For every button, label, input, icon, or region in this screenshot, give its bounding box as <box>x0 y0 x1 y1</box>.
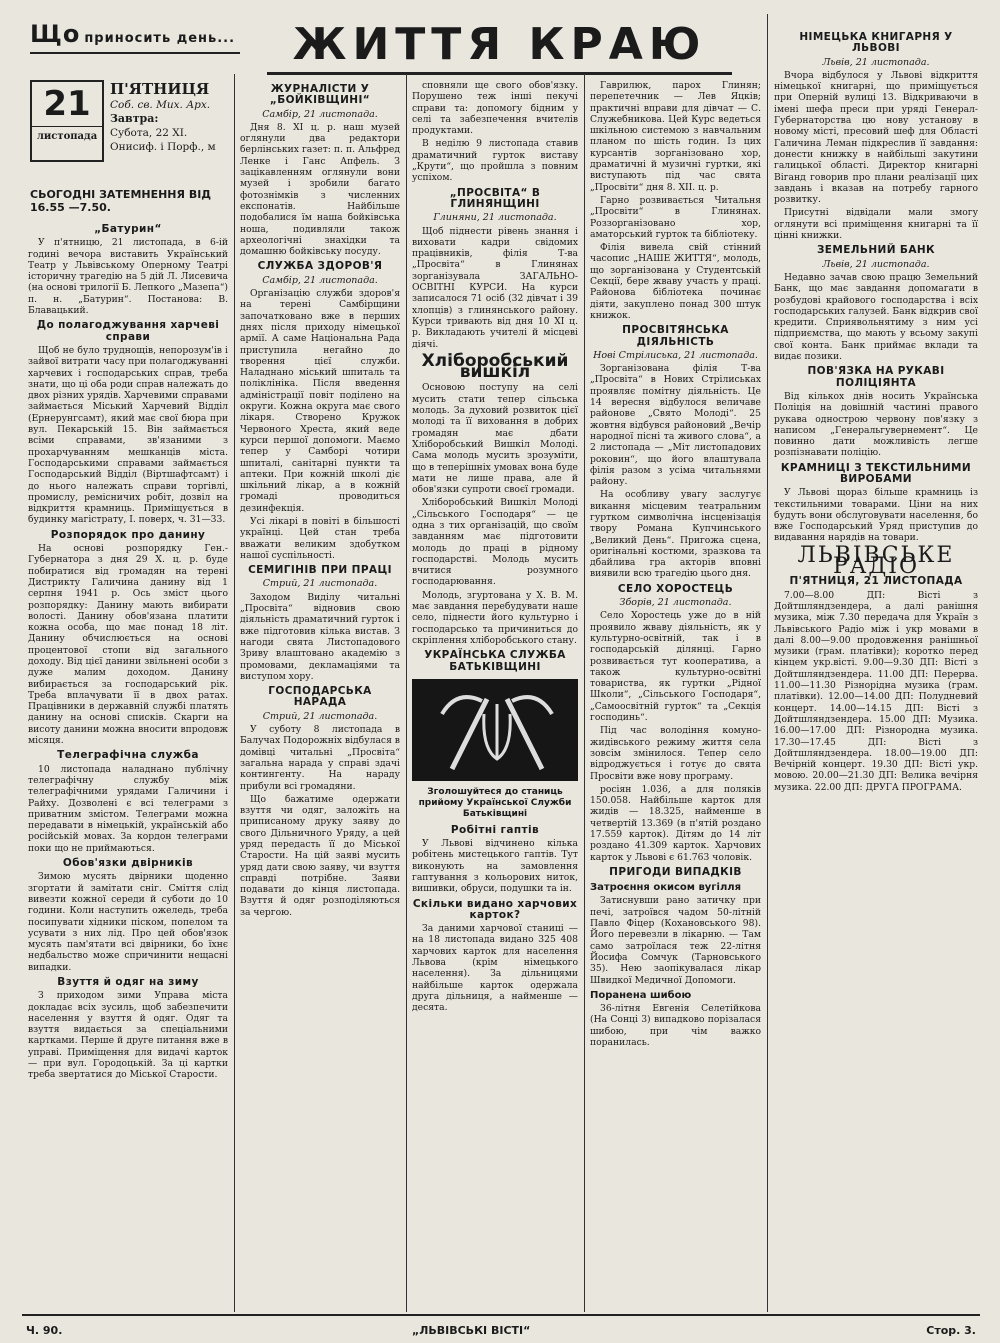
article-headline: УКРАЇНСЬКА СЛУЖБА БАТЬКІВЩИНІ <box>424 649 566 673</box>
article-headline: СЕЛО ХОРОСТЕЦЬ <box>617 582 734 595</box>
article-paragraph: Молодь, згуртована у Х. В. М. має завдання перебудувати наше село, піднести його культурно і господарсько та причиниться до скріплення хліборобського стану. <box>412 589 578 646</box>
column-3 <box>412 80 578 1310</box>
article-paragraph: Хліборобський Вишкіл Молоді „Сільського Господаря“ — це одна з тих організацій, що своїм завданням має підготовити молодь до праці в рідному господарстві. Молодь мусить вчитися розумного господарювання. <box>412 497 578 588</box>
article-headline: ПОВ'ЯЗКА НА РУКАВІ ПОЛІЦІЯНТА <box>807 365 945 389</box>
article-headline: ПРИГОДИ ВИПАДКІВ <box>609 865 742 878</box>
article-paragraph: У суботу 8 листопада в Балучах Подорожніх відбулася в домівці читальні „Просвіта“ загальна нарада у справі здачі контингенту. На нараду прибули всі громадяни. <box>240 724 400 792</box>
tomorrow-date: Субота, 22 XI. <box>110 127 188 139</box>
article-paragraph: За даними харчової станиці — на 18 листопада видано 325 408 харчових карток для населення Львова (крім німецького населення). За дільницями найбільше карток одержала друга дільниця, а найменше — десята. <box>412 923 578 1014</box>
article-paragraph: У Львові щораз більше крамниць із текстильними товарами. Ціни на них будуть вони обслуговувати населення, бо вже Господарський Уряд приступив до видавання нарядів на товари. <box>774 487 978 544</box>
section-masthead: ЖИТТЯ КРАЮ <box>267 18 732 75</box>
what-day-subtitle: приносить день... <box>84 31 236 46</box>
article-headline: Телеграфічна служба <box>57 749 199 762</box>
article-dateline: Глиняни, 21 листопада. <box>433 212 557 224</box>
article-paragraph: Гаврилюк, парох Глинян; перепетечник — Лев Яцків; практичні вправи для дівчат — С. Служебникова. Цей Курс ведеться шкільною системою з навчальним планом по шість годин. Із цих курсантів зорганізовано хор, драматичні й музичні гуртки, які виступають під час свята „Просвіти“ дня 8. ХІІ. ц. р. <box>590 80 761 193</box>
date-number: 21 <box>43 84 91 124</box>
column-1 <box>28 220 228 1310</box>
date-box <box>30 80 104 162</box>
article-paragraph: На основі розпорядку Ген.-Губернатора з дня 29 Х. ц. р. буде побиратися від громадян на терені Дистрикту Галичина данину від 1 серпня 1941 р. Ось зміст цього розпорядку: Данину мають вибирати волості. Данину обов'язана платити кожна особа, що має понад 18 літ. Данину обчислюється на основі процентової стопи від загального доходу. Від цієї данини звільнені особи з дуже малим доходом. Данину вибирається за господарський рік. Треба вплачувати її в двох ратах. Працівники в державній службі платять данину на основі списків. Скарги на висоту данини можна вносити впродовж місяця. <box>28 543 228 747</box>
article-dateline: Нові Стрілиська, 21 листопада. <box>593 349 758 361</box>
article-headline: ЛЬВІВСЬКЕ РАДІО <box>797 542 955 580</box>
article-paragraph: Вчора відбулося у Львові відкриття німецької книгарні, що приміщується при Оперній вулиці 13. Відкриваючи в імені шефа преси при уряді Генерал-Губернаторства цю нову установу в новому місті, пресовий шеф для Області Галичина Леман підкреслив її завдання: донести книжку в найбільші закутини галицької області. Директор книгарні Віганд говорив про плани реалізації цих завдань і вказав на потребу гарного розвитку. <box>774 69 978 206</box>
article-headline: СЛУЖБА ЗДОРОВ'Я <box>257 260 383 273</box>
article-dateline: Стрий, 21 листопада. <box>262 710 378 722</box>
article-paragraph: росіян 1.036, а для поляків 150.058. Найбільше карток для жидів — 18.325, найменше в четвертій 13.369 (в п'ятій роздано 17.559 карток). Дітям до 14 літ роздано 41.309 карток. Харчових карток у Львові є 61.763 чоловік. <box>590 783 761 863</box>
column-rule <box>767 14 768 1312</box>
article-dateline: Львів, 21 листопада. <box>822 56 930 68</box>
issue-number: Ч. 90. <box>26 1324 63 1337</box>
column-4 <box>590 80 761 1310</box>
day-info <box>110 82 240 154</box>
article-paragraph: У п'ятницю, 21 листопада, в 6-ій годині вечора виставить Український Театр у Львівському Оперному Театрі історичну трагедію на 5 дій Л. Лисевича (на основі трилогії Б. Лепкого „Мазепа“) п. н. „Батурин“. Постанова: В. Блавацький. <box>28 237 228 317</box>
article-dateline: Стрий, 21 листопада. <box>262 578 378 590</box>
page-number: Стор. 3. <box>926 1324 976 1337</box>
tomorrow-saints: Онисиф. і Порф., м <box>110 141 216 153</box>
article-paragraph: 7.00—8.00 ДП: Вісті з Дойтшляндзендера, а далі ранішня музика, між 7.30 передача для Україн з Львівського Радіо між і укр мовами в далі 8.00—9.00 продовження ранішньої музики (грам. платівки); коротко перед кінцем укр.вісті. 9.00—9.30 ДП: Вісті з Дойтшляндзендера. 11.00 ДП: Перерва. 11.00—11.30 Різнорідна музика (грам. платівки). 12.00—14.00 ДП: Полудневий концерт. 14.00—14.15 ДП: Вісті з Дойтшляндзендера. 15.00 ДП: Музика. 16.00—17.00 ДП: Різнородна музика. 17.30—17.45 ДП: Вісті з Дойтшляндзендера. 18.00—19.00 ДП: Вечірній концерт. 19.30 ДП: Вісті укр. мовою. 20.00—21.30 ДП: Велика вечірня музика. 22.00 ДП: ДРУГА ПРОГРАМА. <box>774 589 978 793</box>
article-paragraph: Присутні відвідали мали змогу оглянути всі приміщення книгарні та її цінні книжки. <box>774 207 978 242</box>
article-paragraph: Село Хоростець уже до в ній проявило жваву діяльність, як у культурно-освітній, так і в господарській ділянці. Гарно розвивається тут кооператива, а також культурно-освітні товариства, як гуртки „Рідної Школи“, „Сільського Господаря“, „Самоосвітній гурток“ та „Секція господинь“. <box>590 610 761 724</box>
article-paragraph: Затиснувши рано затичку при печі, затроївся чадом 50-літній Павло Фіцер (Кохановського 98). Його перевезли в лікарню. — Там само затроїлася теж 22-літня Йосифа Сомчук (Тарновського 35). Нею заопікувалася лікар Швидкої Медичної Допомоги. <box>590 895 761 986</box>
article-paragraph: Гарно розвивається Читальня „Просвіти“ в Глинянах. Роззорганізовано хор, аматорський гурток та бібліотеку. <box>590 194 761 240</box>
article-paragraph: Дня 8. XI ц. р. наш музей оглянули два редактори берлінських газет: п. п. Альфред Ленке і Ганс Апфель. З зацікавленням оглянули вони музей і зробили багато фотознімків з численних експонатів. Найбільше подобалися їм наша бойківська ноша, подивляли також археологічні знахідки та домашню бойківську посуду. <box>240 121 400 258</box>
article-headline: Робітні гаптів <box>450 823 540 836</box>
article-dateline: Самбір, 21 листопада. <box>262 108 378 120</box>
trident-emblem-icon <box>412 679 578 781</box>
article-paragraph: Щоб піднести рівень знання і виховати кадри свідомих працівників, філія Т-ва „Просвіта“ в Глинянах зорганізувала ЗАГАЛЬНО-ОСВІТНІ КУРСИ. На курси записалося 71 осіб (32 дівчат і 39 хлопців) з глинянського району. Курси тривають від дня 10 ХІ ц. р. Викладають учителі й місцеві діячі. <box>412 225 578 350</box>
article-paragraph: Філія вивела свій стінний часопис „НАШЕ ЖИТТЯ“, молодь, що зорганізована у Студентській Секції, бере жваву участь у праці. Районова бібліотека починає діяти, закуплено понад 300 штук книжок. <box>590 242 761 321</box>
article-headline: П'ЯТНИЦЯ, 21 ЛИСТОПАДА <box>789 575 963 588</box>
article-paragraph: Усі лікарі в повіті в більшості українці. Цей стан треба вважати великим здобутком нашої суспільності. <box>240 515 400 561</box>
article-headline: ПРОСВІТЯНСЬКА ДІЯЛЬНІСТЬ <box>622 324 729 348</box>
article-paragraph: Основою поступу на селі мусить стати тепер сільська молодь. За духовий розвиток цієї молоді та її виховання в добрих громадян має дбати Хліборобський Вишкіл Молоді. Сама молодь мусить зрозуміти, що в теперішніх умовах вона буде мати не лише права, але й обов'язки супроти своєї громади. <box>412 382 578 496</box>
article-paragraph: В неділю 9 листопада ставив драматичний гурток виставу „Крути“, що пройшла з повним успіхом. <box>412 138 578 184</box>
rule-divider <box>30 52 240 54</box>
article-paragraph: У Львові відчинено кілька робітень мистецького гаптів. Тут виконують на замовлення гаптування з кольорових ниток, вишивки, обруси, подушки та ін. <box>412 838 578 895</box>
article-headline: Скільки видано харчових карток? <box>412 897 578 921</box>
article-paragraph: Заходом Виділу читальні „Просвіта“ відновив свою діяльність драматичний гурток і вже підготовив кілька вистав. З нагоди свята Листопадового Зриву влаштовано академію з промовами, декламаціями та виступом хору. <box>240 591 400 682</box>
article-dateline: Зборів, 21 листопада. <box>619 597 732 609</box>
article-paragraph: Зимою мусять двірники щоденно згортати й замітати сніг. Сміття слід вивезти кожної середи й суботи до 10 години. Коли наступить ожеледь, треба посипувати хідники піском, попелом та усувати з них лід. Про цей обов'язок мусять пам'ятати всі двірники, бо їхнє недбальство може спричинити нещасні випадки. <box>28 871 228 973</box>
article-headline: Взуття й одяг на зиму <box>57 976 199 988</box>
article-paragraph: Щоб не було труднощів, непорозум'ів і зайвої витрати часу при полагоджуванні харчевих і господарських справ, треба знати, що ці оба роди справ належать до двох різних урядів. Харчевими справами займається Міський Харчевий Відділ (Ернерунгсамт), який має свої бюра при вул. Пекарській 15. Він займається всіми справами, зв'язаними з прохарчуванням мешканців міста. Господарськими справами займається Господарський Відділ (Віртшафтсамт) і до нього належать справи торгівлі, промислу, ремісничих робіт, дозвіл на відкриття крамниць. Приміщується в будинку магістрату, І. поверх, ч. 31—33. <box>28 344 228 526</box>
what-day-brings-box <box>30 20 240 215</box>
article-headline: До полагоджування харчеві справи <box>36 319 220 343</box>
column-2 <box>240 80 400 1310</box>
page-footer <box>22 1314 980 1337</box>
article-paragraph: сповняли ще свого обов'язку. Порушено теж інші пекучі справи та: допомогу бідним у селі та забезпечення вчителів продуктами. <box>412 80 578 137</box>
article-headline: ЗЕМЕЛЬНИЙ БАНК <box>816 244 936 257</box>
column-rule <box>406 74 407 1312</box>
article-paragraph: На особливу увагу заслугує викання місцевим театральним гуртком символічна інсценізація твору Романа Купчинського „Великий День“. Пригожа сцена, оригінальні костюми, зразкова та дбайлива гра акторів вповні виявили всю трагедію цього дня. <box>590 489 761 580</box>
article-paragraph: Організацію служби здоров'я на терені Самбірщини започатковано вже в перших днях після приходу німецької армії. А саме Національна Рада приступила негайно до творення цієї служби. Наладнано міський шпиталь та поліклініка. Після введення адміністрації повіт поділено на округи. Кожна округа має свого лікаря. Створено Кружок Червоного Хреста, який веде курси першої допомоги. Маємо тепер у Самборі чотири шпиталі, санітарні пункти та аптеки. При кожній школі діє шкільний лікар, а в кожній громаді проводиться дезинфекція. <box>240 288 400 514</box>
column-rule <box>234 74 235 1312</box>
article-headline: КРАМНИЦІ З ТЕКСТИЛЬНИМИ ВИРОБАМИ <box>780 461 972 485</box>
date-month: листопада <box>32 126 102 142</box>
article-headline: Поранена шибою <box>590 989 692 1001</box>
emblem-caption: Зголошуйтеся до станиць прийому Української Служби Батьківщині <box>418 786 572 820</box>
article-dateline: Львів, 21 листопада. <box>822 258 930 270</box>
article-headline: „ПРОСВІТА“ В ГЛИНЯНЩИНІ <box>449 186 541 210</box>
article-headline: ЖУРНАЛІСТИ У „БОЙКІВЩИНІ“ <box>269 83 371 107</box>
eclipse-notice: СЬОГОДНІ ЗАТЕМНЕННЯ ВІД 16.55 —7.50. <box>30 188 212 214</box>
article-headline: Затроєння окисом вугілля <box>590 882 742 894</box>
article-dateline: Самбір, 21 листопада. <box>262 274 378 286</box>
article-headline: Хліборобський вишкіл <box>421 350 569 383</box>
article-paragraph: Зорганізована філія Т-ва „Просвіта“ в Нових Стрілиськах проявляє помітну діяльність. Це 14 вересня відбулося величаве районове „Свято Молоді“. 25 жовтня відбувся районовий „Вечір народної пісні та живого слова“, а 2 листопада — „Міт листопадових роковин“, що його влаштувала філія разом з усіма читальнями району. <box>590 363 761 488</box>
newspaper-name: „ЛЬВІВСЬКІ ВІСТІ“ <box>412 1324 531 1337</box>
weekday: П'ЯТНИЦЯ <box>110 80 210 98</box>
article-headline: СЕМИГІНІВ ПРИ ПРАЦІ <box>248 564 392 577</box>
article-headline: НІМЕЦЬКА КНИГАРНЯ У ЛЬВОВІ <box>799 31 953 55</box>
article-headline: Обов'язки двірників <box>62 857 194 870</box>
article-paragraph: 36-літня Евгенія Селетійкова (На Сонці 3) випадково порізалася шибою, при чім важко поранилась. <box>590 1003 761 1049</box>
what-day-title: Що приносить день... <box>30 20 236 48</box>
newspaper-page <box>22 14 980 1337</box>
article-paragraph: Від кількох днів носить Українська Поліція на довішній частині правого рукава однострою червону пов'язку з написом „Генеральгувернемент“. Це повинно дати можливість легше розпізнавати поліцію. <box>774 390 978 459</box>
article-paragraph: З приходом зими Управа міста докладає всіх зусиль, щоб забезпечити населення у взуття й одяг. Одяг та взуття видається за спеціальними картками. Перше й друге питання вже в управі. Приміщення для видачі карток — при вул. Городоцькій. За ці картки треба звертатися до Міської Старости. <box>28 990 228 1081</box>
article-headline: „Батурин“ <box>94 223 162 235</box>
article-headline: ГОСПОДАРСЬКА НАРАДА <box>268 685 372 709</box>
article-paragraph: Що бажатиме одержати взуття чи одяг, заложіть на приписаному друку заяву до свого Дільничного Уряду, а цей уряд передасть її до Міської Старости. На цій заяві мусить уряд дати свою заяву, чи взуття справді потрібне. Заяви подавати до кінця листопада. Взуття й одяг розподіляються за чергою. <box>240 793 400 918</box>
article-paragraph: Недавно зачав свою працю Земельний Банк, що має завдання допомагати в розбудові крайового господарства і всіх господарських галузей. Банк відкрив свої кредити. Сприявольнятиму з ним усі підприємства, що мають у всьому закупі свої конта. Банк приймає вклади та видає позики. <box>774 271 978 363</box>
tomorrow-label: Завтра: <box>110 112 159 125</box>
saints-day: Соб. св. Мих. Арх. <box>110 99 211 111</box>
article-paragraph: 10 листопада наладнано публічну телеграфічну службу між телеграфічними урядами Галичини і Райху. Дозволені є всі телеграми з приватним змістом. Телеграми можна передавати в німецькій, українській або російській мовах. За кордон телеграми поки що не приймаються. <box>28 763 228 854</box>
article-paragraph: Під час володіння комуно-жидівського режиму життя села зовсім змінилося. Тепер село відроджується і готує до свята Просвіти вже нову програму. <box>590 725 761 782</box>
column-rule <box>584 74 585 1312</box>
column-5 <box>774 28 978 1310</box>
article-headline: Розпорядок про данину <box>50 528 206 541</box>
